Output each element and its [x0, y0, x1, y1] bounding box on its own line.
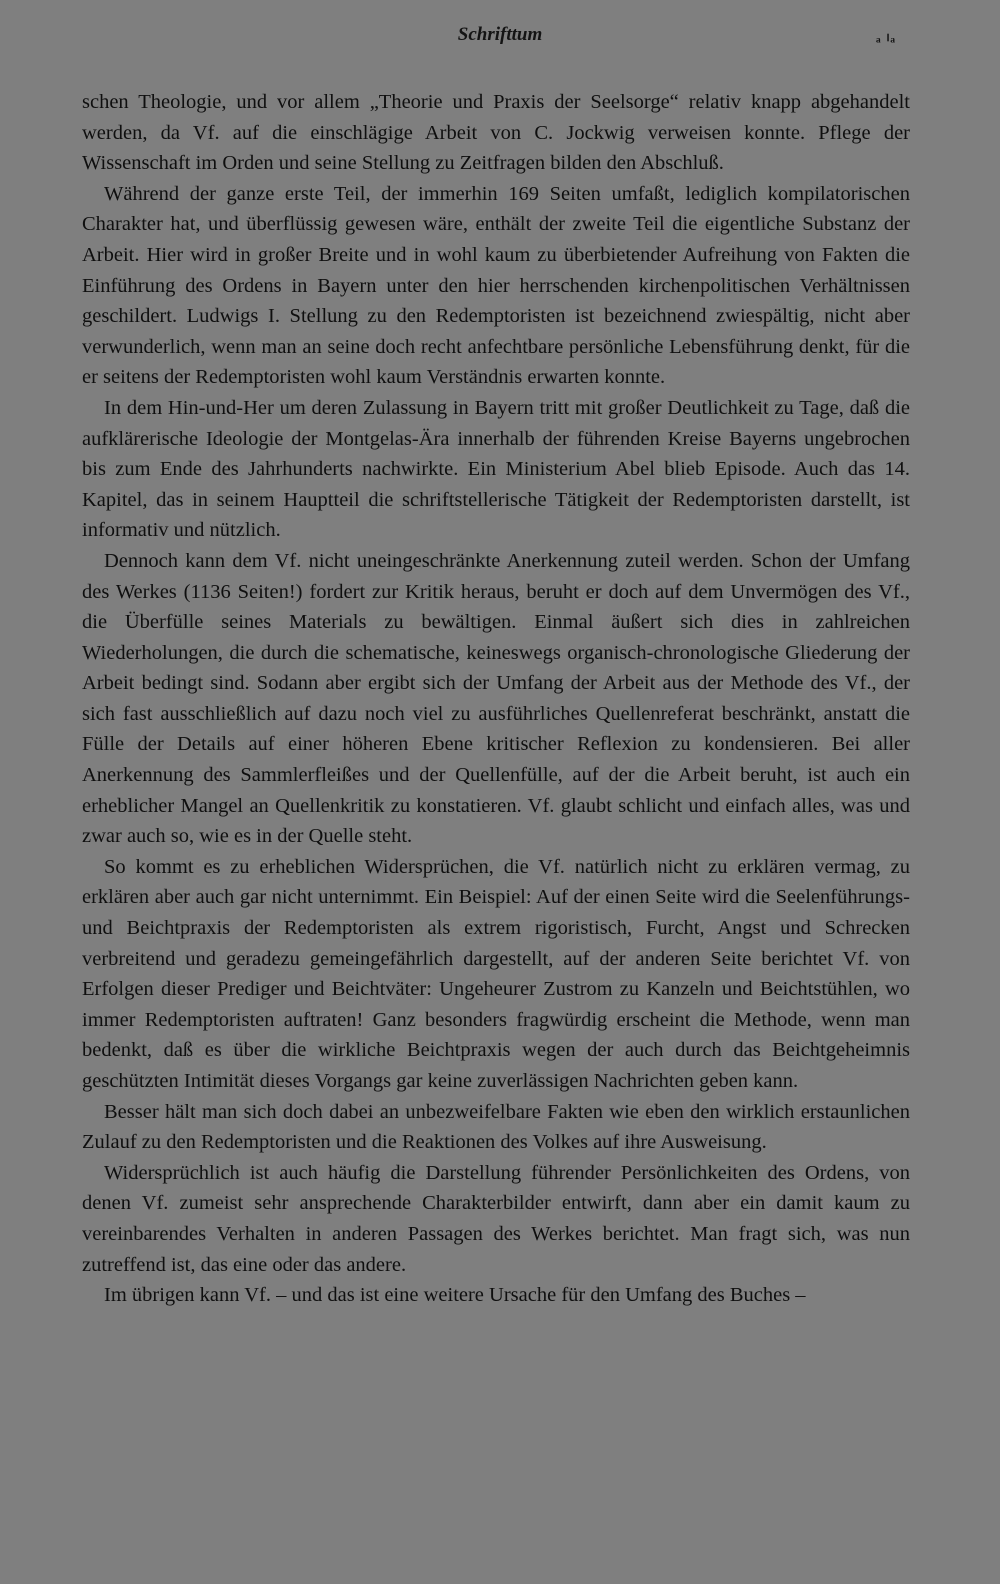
body-text [82, 87, 910, 1311]
paragraph: Widersprüchlich ist auch häufig die Darstellung führender Persönlichkeiten des Ordens, von denen Vf. zumeist sehr ansprechende Charakterbilder entwirft, dann aber ein damit kaum zu vereinbarendes Verhalten in anderen Passagen des Werkes berichtet. Man fragt sich, was nun zutreffend ist, das eine oder das andere. [82, 1161, 910, 1276]
paragraph: So kommt es zu erheblichen Widersprüchen, die Vf. natürlich nicht zu erklären vermag, zu erklären aber auch gar nicht unternimmt. Ein Beispiel: Auf der einen Seite wird die Seelenführungs- und Beichtpraxis der Redemptoristen als extrem rigoristisch, Furcht, Angst und Schrecken verbreitend und geradezu gemeingefährlich dargestellt, auf der anderen Seite berichtet Vf. von Erfolgen dieser Prediger und Beichtväter: Ungeheurer Zustrom zu Kanzeln und Beichtstühlen, wo immer Redemptoristen auftraten! Ganz besonders fragwürdig erscheint die Methode, wenn man bedenkt, daß es über die wirkliche Beichtpraxis wegen der auch durch das Beichtgeheimnis geschützten Intimität dieses Vorgangs gar keine zuverlässigen Nachrichten geben kann. [82, 855, 910, 1092]
paragraph: In dem Hin-und-Her um deren Zulassung in Bayern tritt mit großer Deutlichkeit zu Tage, daß die aufklärerische Ideologie der Montgelas-Ära innerhalb der führenden Kreise Bayerns ungebrochen bis zum Ende des Jahrhunderts nachwirkte. Ein Ministerium Abel blieb Episode. Auch das 14. Kapitel, das in seinem Hauptteil die schriftstellerische Tätigkeit der Redemptoristen darstellt, ist informativ und nützlich. [82, 396, 910, 542]
paragraph: Besser hält man sich doch dabei an unbezweifelbare Fakten wie eben den wirklich erstaunlichen Zulauf zu den Redemptoristen und die Reaktionen des Volkes auf ihre Ausweisung. [82, 1100, 910, 1154]
paragraph: schen Theologie, und vor allem „Theorie und Praxis der Seelsorge“ relativ knapp abgehandelt werden, da Vf. auf die einschlägige Arbeit von C. Jockwig verweisen konnte. Pflege der Wissenschaft im Orden und seine Stellung zu Zeitfragen bilden den Abschluß. [82, 91, 910, 175]
paragraph: Während der ganze erste Teil, der immerhin 169 Seiten umfaßt, lediglich kompilatorischen Charakter hat, und überflüssig gewesen wäre, enthält der zweite Teil die eigentliche Substanz der Arbeit. Hier wird in großer Breite und in wohl kaum zu überbietender Aufreihung von Fakten die Einführung des Ordens in Bayern unter den hier herrschenden kirchenpolitischen Verhältnissen geschildert. Ludwigs I. Stellung zu den Redemptoristen ist bezeichnend zwiespältig, nicht aber verwunderlich, wenn man an seine doch recht anfechtbare persönliche Lebensführung denkt, für die er seitens der Redemptoristen wohl kaum Verständnis erwarten konnte. [82, 182, 910, 389]
paragraph: Im übrigen kann Vf. – und das ist eine weitere Ursache für den Umfang des Buches – [104, 1284, 806, 1307]
paragraph: Dennoch kann dem Vf. nicht uneingeschränkte Anerkennung zuteil werden. Schon der Umfang des Werkes (1136 Seiten!) fordert zur Kritik heraus, beruht er doch auf dem Unvermögen des Vf., die Überfülle seines Materials zu bewältigen. Einmal äußert sich dies in zahlreichen Wiederholungen, die durch die schematische, keineswegs organisch-chronologische Gliederung der Arbeit bedingt sind. Sodann aber ergibt sich der Umfang der Arbeit aus der Methode des Vf., der sich fast ausschließlich auf dazu noch viel zu ausführliches Quellenreferat beschränkt, anstatt die Fülle der Details auf einer höheren Ebene kritischer Reflexion zu kondensieren. Bei aller Anerkennung des Sammlerfleißes und der Quellenfülle, auf der die Arbeit beruht, ist auch ein erheblicher Mangel an Quellenkritik zu konstatieren. Vf. glaubt schlicht und einfach alles, was und zwar auch so, wie es in der Quelle steht. [82, 549, 910, 848]
page-number: ₐ ₗₐ [876, 28, 896, 45]
running-title: Schrifttum [457, 24, 543, 45]
